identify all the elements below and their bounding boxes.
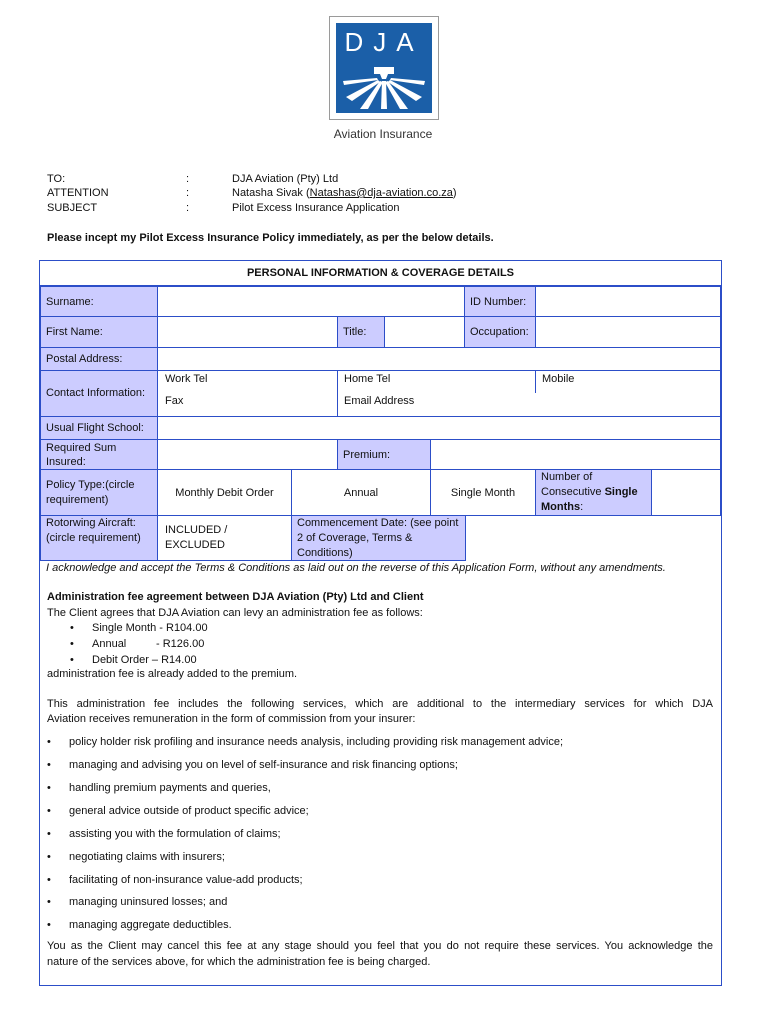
sum-insured-field[interactable] (157, 439, 338, 470)
to-label: TO: (47, 173, 66, 185)
bullet-icon: • (47, 874, 51, 886)
service-item: • managing and advising you on level of self-insurance and risk financing options; (47, 759, 458, 771)
first-name-field[interactable] (157, 316, 338, 348)
postal-label: Postal Address: (40, 347, 158, 371)
bullet-icon: • (47, 919, 51, 931)
bullet-icon: • (47, 736, 51, 748)
first-name-label: First Name: (40, 316, 158, 348)
instruction-text: Please incept my Pilot Excess Insurance Policy immediately, as per the below details. (47, 232, 494, 244)
premium-label: Premium: (337, 439, 431, 470)
attention-email-link[interactable]: Natashas@dja-aviation.co.za (309, 187, 453, 199)
service-item: • handling premium payments and queries, (47, 782, 271, 794)
consecutive-months-field[interactable] (651, 469, 721, 516)
consecutive-months-label: Number of Consecutive Single Months: (535, 469, 652, 516)
service-item: • policy holder risk profiling and insurance needs analysis, including providing risk management advice; (47, 736, 564, 748)
contact-label: Contact Information: (40, 370, 158, 417)
commencement-label: Commencement Date: (see point 2 of Coverage, Terms & Conditions) (291, 515, 466, 561)
rotorwing-label: Rotorwing Aircraft: (circle requirement) (40, 515, 158, 561)
bullet-icon: • (47, 759, 51, 771)
mobile-divider (535, 371, 536, 393)
flight-school-field[interactable] (157, 416, 721, 440)
service-item: • assisting you with the formulation of claims; (47, 828, 281, 840)
admin-heading: Administration fee agreement between DJA Aviation (Pty) Ltd and Client (47, 591, 424, 603)
service-item: • managing aggregate deductibles. (47, 919, 232, 931)
logo-letters: DJA (344, 27, 424, 57)
occupation-field[interactable] (535, 316, 721, 348)
sum-insured-label: Required Sum Insured: (40, 439, 158, 470)
form-title: PERSONAL INFORMATION & COVERAGE DETAILS (40, 261, 721, 286)
fax-label: Fax (165, 395, 184, 407)
policy-monthly-option[interactable]: Monthly Debit Order (157, 469, 292, 516)
services-intro-1: This administration fee includes the following services, which are additional to the intermediary services for which DJA (47, 698, 713, 710)
logo-sunburst-icon (336, 23, 432, 113)
fee-item-annual: • Annual - R126.00 (70, 638, 205, 650)
admin-note: administration fee is already added to the premium. (47, 668, 298, 680)
admin-intro: The Client agrees that DJA Aviation can levy an administration fee as follows: (47, 607, 423, 619)
bullet-icon: • (47, 828, 51, 840)
cancel-text-2: nature of the services above, for which the administration fee is being charged. (47, 956, 431, 968)
bullet-icon: • (47, 851, 51, 863)
service-item: • negotiating claims with insurers; (47, 851, 225, 863)
subject-value: Pilot Excess Insurance Application (232, 202, 400, 214)
company-logo (329, 16, 439, 120)
title-label: Title: (337, 316, 385, 348)
fee-item-debit: • Debit Order – R14.00 (70, 654, 197, 666)
mobile-label: Mobile (542, 373, 575, 385)
premium-field[interactable] (430, 439, 721, 470)
attention-label: ATTENTION (47, 187, 109, 199)
services-intro-2: Aviation receives remuneration in the form of commission from your insurer: (47, 713, 416, 725)
rotorwing-included-option[interactable]: INCLUDED / EXCLUDED (157, 515, 292, 561)
application-form (39, 260, 722, 986)
bullet-icon: • (47, 805, 51, 817)
to-value: DJA Aviation (Pty) Ltd (232, 173, 339, 185)
email-address-label: Email Address (344, 395, 415, 407)
commencement-divider (465, 515, 721, 516)
flight-school-label: Usual Flight School: (40, 416, 158, 440)
policy-single-month-option[interactable]: Single Month (430, 469, 536, 516)
attention-value: Natasha Sivak (Natashas@dja-aviation.co.za) (232, 187, 457, 199)
acknowledge-text: I acknowledge and accept the Terms & Conditions as laid out on the reverse of this Application Form, without any amendments. (46, 562, 666, 574)
postal-field[interactable] (157, 347, 721, 371)
bullet-icon: • (70, 654, 74, 666)
attention-sep: : (186, 187, 190, 199)
contact-work-fax-cell[interactable] (157, 370, 338, 417)
bullet-icon: • (70, 622, 74, 634)
surname-field[interactable] (157, 286, 465, 317)
logo-tagline: Aviation Insurance (333, 127, 433, 141)
occupation-label: Occupation: (464, 316, 536, 348)
subject-sep: : (186, 202, 190, 214)
service-item: • facilitating of non-insurance value-add products; (47, 874, 303, 886)
policy-type-label: Policy Type:(circle requirement) (40, 469, 158, 516)
home-tel-label: Home Tel (344, 373, 391, 385)
bullet-icon: • (47, 782, 51, 794)
subject-label: SUBJECT (47, 202, 98, 214)
fee-item-single: • Single Month - R104.00 (70, 622, 208, 634)
id-number-label: ID Number: (464, 286, 536, 317)
service-item: • managing uninsured losses; and (47, 896, 228, 908)
bullet-icon: • (47, 896, 51, 908)
contact-spacer (338, 393, 720, 394)
id-number-field[interactable] (535, 286, 721, 317)
title-field[interactable] (384, 316, 465, 348)
bullet-icon: • (70, 638, 74, 650)
policy-annual-option[interactable]: Annual (291, 469, 431, 516)
to-sep: : (186, 173, 190, 185)
work-tel-label: Work Tel (165, 373, 208, 385)
service-item: • general advice outside of product specific advice; (47, 805, 309, 817)
cancel-text-1: You as the Client may cancel this fee at any stage should you feel that you do not require these services. You acknowledge the (47, 940, 713, 952)
surname-label: Surname: (40, 286, 158, 317)
